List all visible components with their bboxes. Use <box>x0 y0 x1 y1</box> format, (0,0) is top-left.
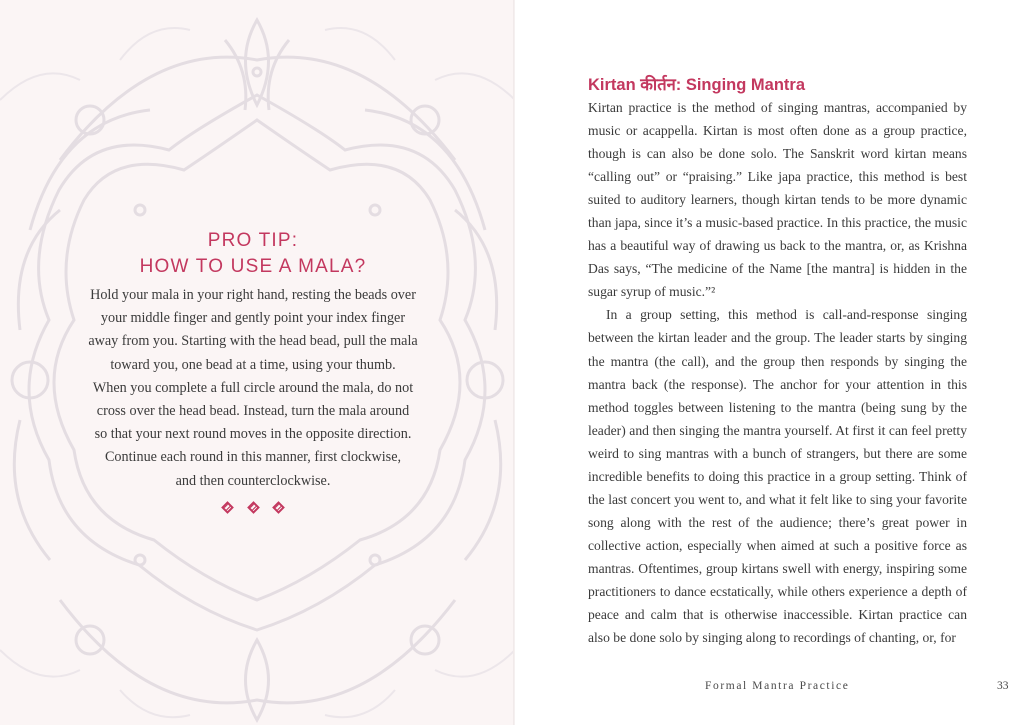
pro-tip-line: When you complete a full circle around the mala, do not <box>92 379 414 396</box>
ornament-diamond-icon <box>221 501 234 514</box>
pro-tip-line: your middle finger and gently point your index finger <box>100 310 406 327</box>
right-page <box>515 0 1024 725</box>
pro-tip-line: Continue each round in this manner, first clockwise, <box>104 449 402 466</box>
section-heading: Kirtan कीर्तन: Singing Mantra <box>588 76 806 94</box>
paragraph: Kirtan practice is the method of singing mantras, accompanied by music or acappella. Kirtan is most often done as a group practice, though is can also be done solo. The Sanskrit word kirtan means “calling out” or “praising.” Like japa practice, this method is best suited to auditory learners, though kirtan tends to be more dynamic than japa, since it’s a music-based practice. In this practice, the music has a beautiful way of drawing us back to the mantra, or, as Krishna Das says, “The medicine of the Name [the mantra] is hidden in the sugar syrup of music.”² <box>588 100 967 300</box>
pro-tip-line: away from you. Starting with the head bead, pull the mala <box>88 333 418 350</box>
page-number: 33 <box>997 680 1009 692</box>
pro-tip-box <box>88 228 418 515</box>
pro-tip-title-line2: HOW TO USE A MALA? <box>139 256 367 277</box>
pro-tip-line: Hold your mala in your right hand, resting the beads over <box>90 287 416 303</box>
paragraph: In a group setting, this method is call-and-response singing between the kirtan leader and the group. The leader starts by singing the mantra (the call), and the group then responds by singing the mantra back (the response). The anchor for your attention in this method toggles between listening to the mantra (being sung by the leader) and then singing the mantra yourself. At first it can feel pretty weird to sing mantras with a bunch of strangers, but there are some incredible benefits to doing this practice in a group setting. Think of the last concert you went to, and what it felt like to sing your favorite song along with the rest of the audience; there’s great power in collective action, especially when aimed at such a positive force as mantras. Oftentimes, group kirtans swell with energy, inspiring some practitioners to dance ecstatically, while others experience a depth of peace and calm that is otherwise inaccessible. Kirtan practice can also be done solo by singing along to recordings of chanting, or, for <box>588 307 967 646</box>
pro-tip-line: so that your next round moves in the opposite direction. <box>94 426 412 443</box>
pro-tip-line: toward you, one bead at a time, using your thumb. <box>110 356 396 373</box>
ornament-diamond-icon <box>247 501 260 514</box>
running-head: Formal Mantra Practice <box>705 680 850 692</box>
pro-tip-line: cross over the head bead. Instead, turn the mala around <box>96 403 410 420</box>
pro-tip-body <box>88 284 418 493</box>
body-text <box>588 96 967 649</box>
ornament-divider <box>88 503 418 515</box>
pro-tip-title <box>88 228 418 280</box>
pro-tip-title-line1: PRO TIP: <box>207 230 299 251</box>
pro-tip-line: and then counterclockwise. <box>175 472 331 489</box>
ornament-diamond-icon <box>272 501 285 514</box>
